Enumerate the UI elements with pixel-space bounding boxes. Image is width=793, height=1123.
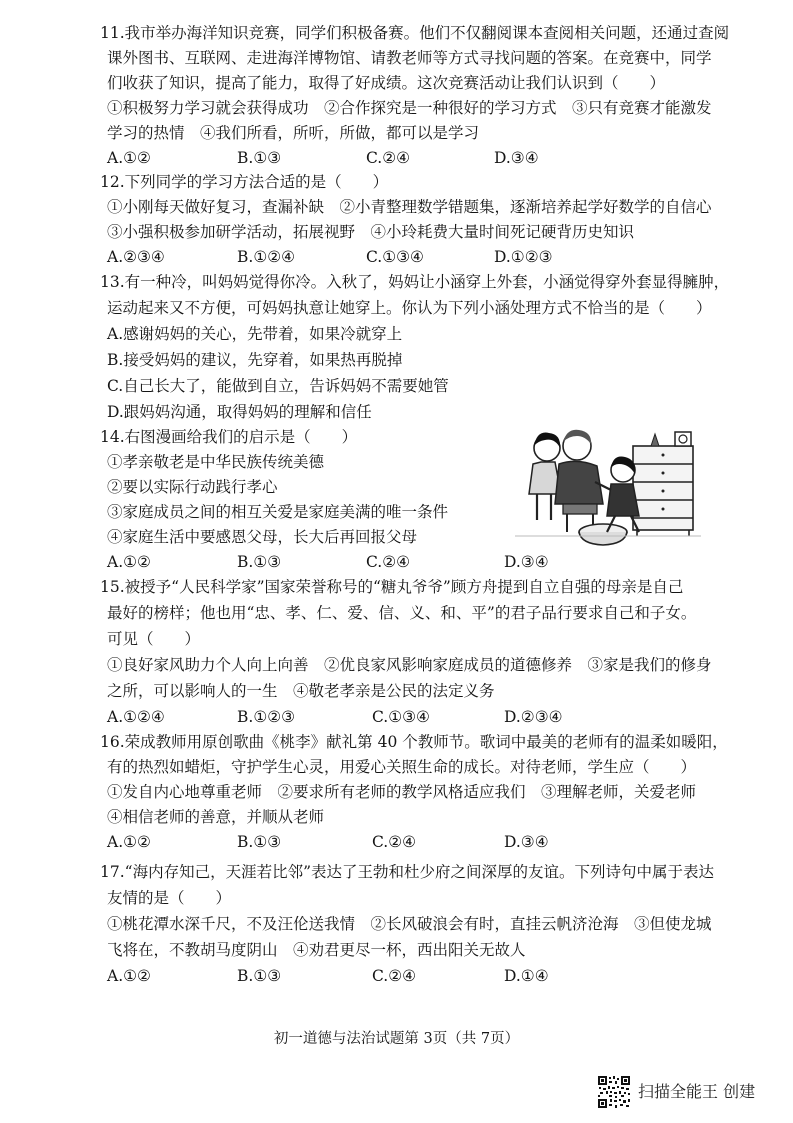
option-a: A.①② <box>107 833 151 851</box>
option-c: C.②④ <box>372 833 417 851</box>
family-cartoon-illustration <box>515 424 701 548</box>
option-b: B.接受妈妈的建议，先穿着，如果热再脱掉 <box>107 351 403 369</box>
question-stem: 有的热烈如蜡炬，守护学生心灵，用爱心关照生命的成长。对待老师，学生应（ ） <box>107 758 697 776</box>
statement-line: ③家庭成员之间的相互关爱是家庭美满的唯一条件 <box>107 503 449 521</box>
statement-line: ①良好家风助力个人向上向善 ②优良家风影响家庭成员的道德修养 ③家是我们的修身 <box>107 656 712 674</box>
option-d: D.②③④ <box>504 708 563 726</box>
question-stem: 们收获了知识，提高了能力，取得了好成绩。这次竞赛活动让我们认识到（ ） <box>107 74 666 92</box>
option-a: A.感谢妈妈的关心，先带着，如果冷就穿上 <box>107 325 403 343</box>
option-a: A.①② <box>107 149 151 167</box>
question-stem: 课外图书、互联网、走进海洋博物馆、请教老师等方式寻找问题的答案。在竞赛中，同学 <box>107 49 712 67</box>
family-cartoon-svg <box>515 424 701 548</box>
option-a: A.①②④ <box>107 708 165 726</box>
option-b: B.①③ <box>237 833 282 851</box>
question-stem: 17.“海内存知己，天涯若比邻”表达了王勃和杜少府之间深厚的友谊。下列诗句中属于表达 <box>100 863 715 881</box>
question-17 <box>100 860 780 990</box>
question-16 <box>100 730 780 860</box>
statement-line: ①小刚每天做好复习，查漏补缺 ②小青整理数学错题集，逐渐培养起学好数学的自信心 <box>107 198 712 216</box>
option-c: C.①③④ <box>372 708 430 726</box>
question-stem: 15.被授予“人民科学家”国家荣誉称号的“糖丸爷爷”顾方舟提到自立自强的母亲是自己 <box>100 578 684 596</box>
option-b: B.①③ <box>237 553 282 571</box>
option-c: C.②④ <box>366 553 411 571</box>
question-stem: 友情的是（ ） <box>107 889 232 907</box>
question-stem: 最好的榜样；他也用“忠、孝、仁、爱、信、义、和、平”的君子品行要求自己和子女。 <box>107 604 697 622</box>
option-a: A.②③④ <box>107 248 165 266</box>
option-a: A.①② <box>107 967 151 985</box>
option-c: C.自己长大了，能做到自立，告诉妈妈不需要她管 <box>107 377 449 395</box>
option-c: C.②④ <box>372 967 417 985</box>
option-b: B.①③ <box>237 149 282 167</box>
question-stem: 13.有一种冷，叫妈妈觉得你冷。入秋了，妈妈让小涵穿上外套，小涵觉得穿外套显得臃肿， <box>100 273 730 291</box>
question-stem: 14.右图漫画给我们的启示是（ ） <box>100 428 358 446</box>
statement-line: ④家庭生活中要感恩父母，长大后再回报父母 <box>107 528 418 546</box>
statement-line: ④相信老师的善意，并顺从老师 <box>107 808 325 826</box>
option-d: D.③④ <box>504 553 549 571</box>
option-c: C.②④ <box>366 149 411 167</box>
question-stem: 16.荣成教师用原创歌曲《桃李》献礼第 40 个教师节。歌词中最美的老师有的温柔如暖阳， <box>100 733 728 751</box>
option-d: D.③④ <box>494 149 539 167</box>
option-d: D.跟妈妈沟通，取得妈妈的理解和信任 <box>107 403 372 421</box>
option-c: C.①③④ <box>366 248 424 266</box>
option-b: B.①③ <box>237 967 282 985</box>
option-d: D.①④ <box>504 967 549 985</box>
question-stem: 可见（ ） <box>107 630 201 648</box>
statement-line: 飞将在，不教胡马度阴山 ④劝君更尽一杯，西出阳关无故人 <box>107 941 526 959</box>
statement-line: ①发自内心地尊重老师 ②要求所有老师的教学风格适应我们 ③理解老师，关爱老师 <box>107 783 697 801</box>
question-13 <box>100 270 780 425</box>
option-d: D.③④ <box>504 833 549 851</box>
qr-code-icon <box>597 1075 631 1109</box>
page-footer: 初一道德与法治试题第 3页（共 7页） <box>273 1031 520 1047</box>
scanner-watermark <box>597 1075 772 1109</box>
option-b: B.①②③ <box>237 708 296 726</box>
option-a: A.①② <box>107 553 151 571</box>
question-11 <box>100 21 780 171</box>
question-stem: 运动起来又不方便，可妈妈执意让她穿上。你认为下列小涵处理方式不恰当的是（ ） <box>107 299 712 317</box>
question-stem: 11.我市举办海洋知识竞赛，同学们积极备赛。他们不仅翻阅课本查阅相关问题，还通过查阅 <box>100 24 730 42</box>
statement-line: ①桃花潭水深千尺，不及汪伦送我情 ②长风破浪会有时，直挂云帆济沧海 ③但使龙城 <box>107 915 712 933</box>
question-12 <box>100 170 780 270</box>
statement-line: ①积极努力学习就会获得成功 ②合作探究是一种很好的学习方式 ③只有竞赛才能激发 <box>107 99 712 117</box>
statement-line: 学习的热情 ④我们所看，所听，所做，都可以是学习 <box>107 124 480 142</box>
statement-line: ③小强积极参加研学活动，拓展视野 ④小玲耗费大量时间死记硬背历史知识 <box>107 223 635 241</box>
option-b: B.①②④ <box>237 248 296 266</box>
question-15 <box>100 575 780 730</box>
statement-line: ②要以实际行动践行孝心 <box>107 478 278 496</box>
scanner-watermark-text: 扫描全能王 创建 <box>638 1082 756 1101</box>
statement-line: 之所，可以影响人的一生 ④敬老孝亲是公民的法定义务 <box>107 682 495 700</box>
statement-line: ①孝亲敬老是中华民族传统美德 <box>107 453 325 471</box>
option-d: D.①②③ <box>494 248 553 266</box>
question-stem: 12.下列同学的学习方法合适的是（ ） <box>100 173 389 191</box>
